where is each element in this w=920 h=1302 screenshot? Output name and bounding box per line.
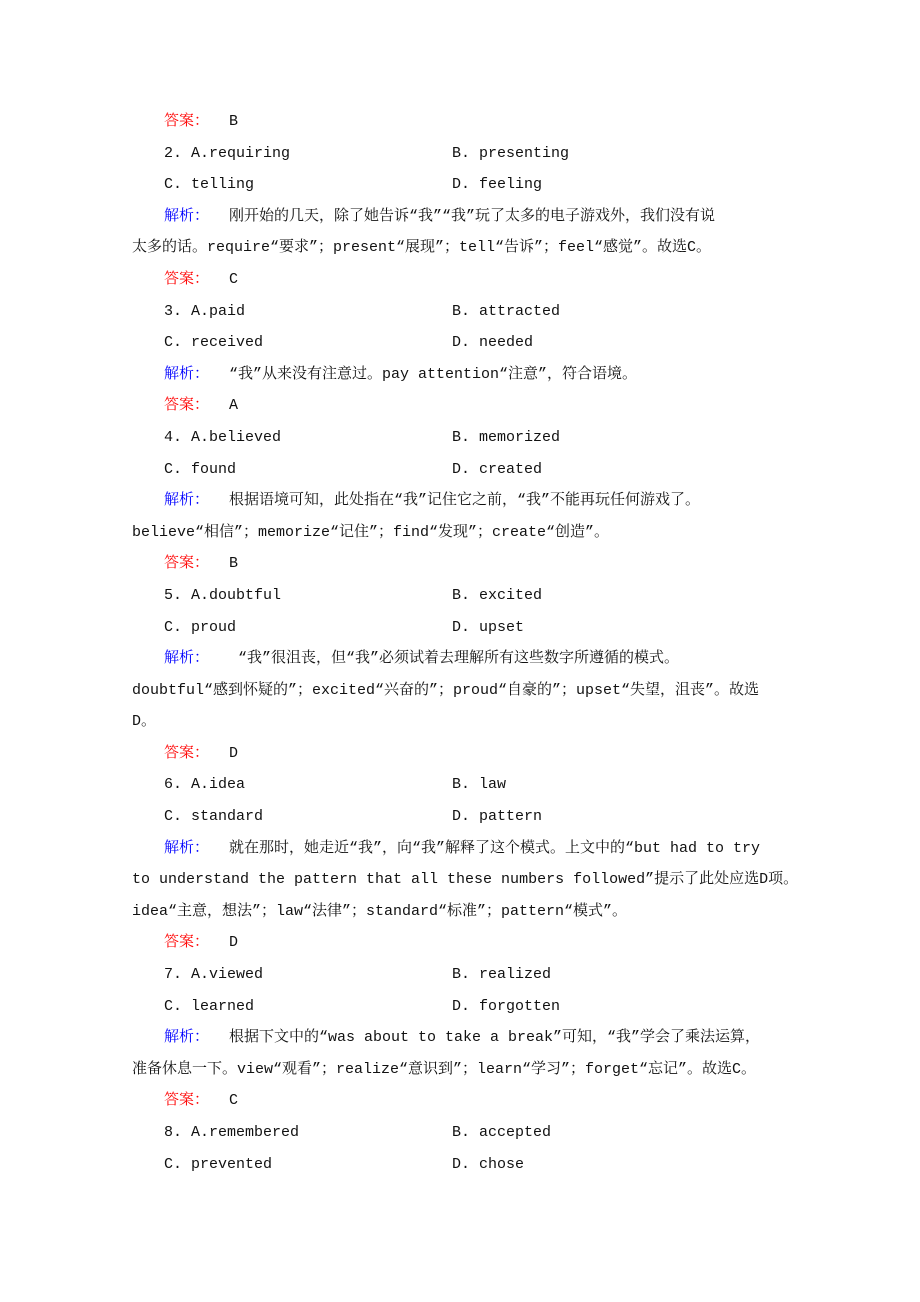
option-row (0, 327, 920, 359)
answer-label: 答案： (164, 555, 210, 573)
option-row (0, 991, 920, 1023)
analysis-text: 根据下文中的“was about to take a break”可知，“我”学会了乘法运算， (229, 1029, 761, 1047)
option-b: B. memorized (452, 428, 561, 446)
analysis-line (0, 864, 920, 896)
answer-line (0, 738, 920, 770)
answer-label: 答案： (164, 270, 210, 288)
analysis-line (0, 1054, 920, 1086)
analysis-line (0, 517, 920, 549)
answer-label: 答案： (164, 744, 210, 762)
option-d: D. pattern (452, 808, 543, 826)
analysis-text: idea“主意，想法”；law“法律”；standard“标准”；pattern“模式”。 (132, 902, 628, 920)
option-c: C. received (164, 334, 264, 352)
option-b: B. realized (452, 966, 552, 984)
option-c: C. found (164, 460, 237, 478)
analysis-line (0, 833, 920, 865)
option-a: 7. A.viewed (164, 966, 264, 984)
answer-label: 答案： (164, 397, 210, 415)
option-a: 6. A.idea (164, 776, 246, 794)
answer-value: D (229, 744, 239, 762)
answer-value: C (229, 270, 239, 288)
analysis-line (0, 706, 920, 738)
option-b: B. presenting (452, 144, 570, 162)
option-c: C. learned (164, 997, 255, 1015)
answer-value: A (229, 397, 239, 415)
option-b: B. accepted (452, 1124, 552, 1141)
analysis-line (0, 359, 920, 391)
answer-line (0, 106, 920, 138)
option-row (0, 138, 920, 170)
analysis-label: 解析： (164, 839, 210, 857)
option-a: 2. A.requiring (164, 144, 291, 162)
option-b: B. attracted (452, 302, 561, 320)
answer-label: 答案： (164, 934, 210, 952)
document-body (0, 106, 920, 1180)
analysis-text: believe“相信”；memorize“记住”；find“发现”；create“创造”。 (132, 523, 610, 541)
analysis-line (0, 232, 920, 264)
answer-value: D (229, 934, 239, 952)
option-row (0, 801, 920, 833)
analysis-text: 准备休息一下。view“观看”；realize“意识到”；learn“学习”；forget“忘记”。故选C。 (132, 1060, 757, 1078)
answer-line (0, 1085, 920, 1117)
option-c: C. telling (164, 176, 255, 194)
answer-value: B (229, 555, 239, 573)
option-d: D. created (452, 460, 543, 478)
answer-value: C (229, 1092, 239, 1110)
analysis-line (0, 643, 920, 675)
option-row (0, 169, 920, 201)
analysis-line (0, 1022, 920, 1054)
option-row (0, 422, 920, 454)
answer-line (0, 390, 920, 422)
option-row (0, 1149, 920, 1181)
answer-line (0, 264, 920, 296)
option-a: 4. A.believed (164, 428, 282, 446)
analysis-line (0, 896, 920, 928)
analysis-text: D。 (132, 713, 157, 731)
option-row (0, 580, 920, 612)
option-c: C. proud (164, 618, 237, 636)
analysis-text: doubtful“感到怀疑的”；excited“兴奋的”；proud“自豪的”；upset“失望，沮丧”。故选 (132, 681, 760, 699)
option-d: D. forgotten (452, 997, 561, 1015)
analysis-line (0, 675, 920, 707)
analysis-text: 刚开始的几天，除了她告诉“我”“我”玩了太多的电子游戏外，我们没有说 (229, 207, 716, 225)
analysis-line (0, 485, 920, 517)
option-d: D. upset (452, 618, 525, 636)
analysis-text: “我”很沮丧，但“我”必须试着去理解所有这些数字所遵循的模式。 (229, 650, 680, 668)
option-b: B. law (452, 776, 507, 794)
answer-value: B (229, 113, 239, 130)
analysis-text: 太多的话。require“要求”；present“展现”；tell“告诉”；feel“感觉”。故选C。 (132, 239, 712, 257)
analysis-label: 解析： (164, 207, 210, 225)
option-row (0, 296, 920, 328)
analysis-text: to understand the pattern that all these numbers followed”提示了此处应选D项。 (132, 871, 799, 889)
analysis-text: 就在那时，她走近“我”，向“我”解释了这个模式。上文中的“but had to try (229, 839, 761, 857)
option-row (0, 769, 920, 801)
option-row (0, 1117, 920, 1149)
analysis-label: 解析： (164, 492, 210, 510)
option-a: 5. A.doubtful (164, 586, 282, 604)
answer-label: 答案： (164, 1092, 210, 1110)
analysis-text: 根据语境可知，此处指在“我”记住它之前，“我”不能再玩任何游戏了。 (229, 492, 701, 510)
option-a: 3. A.paid (164, 302, 246, 320)
option-a: 8. A.remembered (164, 1124, 300, 1141)
option-b: B. excited (452, 586, 543, 604)
analysis-text: “我”从来没有注意过。pay attention“注意”，符合语境。 (229, 365, 638, 383)
option-d: D. feeling (452, 176, 543, 194)
option-row (0, 959, 920, 991)
option-c: C. prevented (164, 1155, 273, 1173)
option-d: D. chose (452, 1155, 525, 1173)
analysis-line (0, 201, 920, 233)
analysis-label: 解析： (164, 365, 210, 383)
answer-line (0, 927, 920, 959)
answer-label: 答案： (164, 113, 210, 130)
analysis-label: 解析： (164, 650, 210, 668)
analysis-label: 解析： (164, 1029, 210, 1047)
option-c: C. standard (164, 808, 264, 826)
option-row (0, 454, 920, 486)
option-row (0, 612, 920, 644)
option-d: D. needed (452, 334, 534, 352)
answer-line (0, 548, 920, 580)
